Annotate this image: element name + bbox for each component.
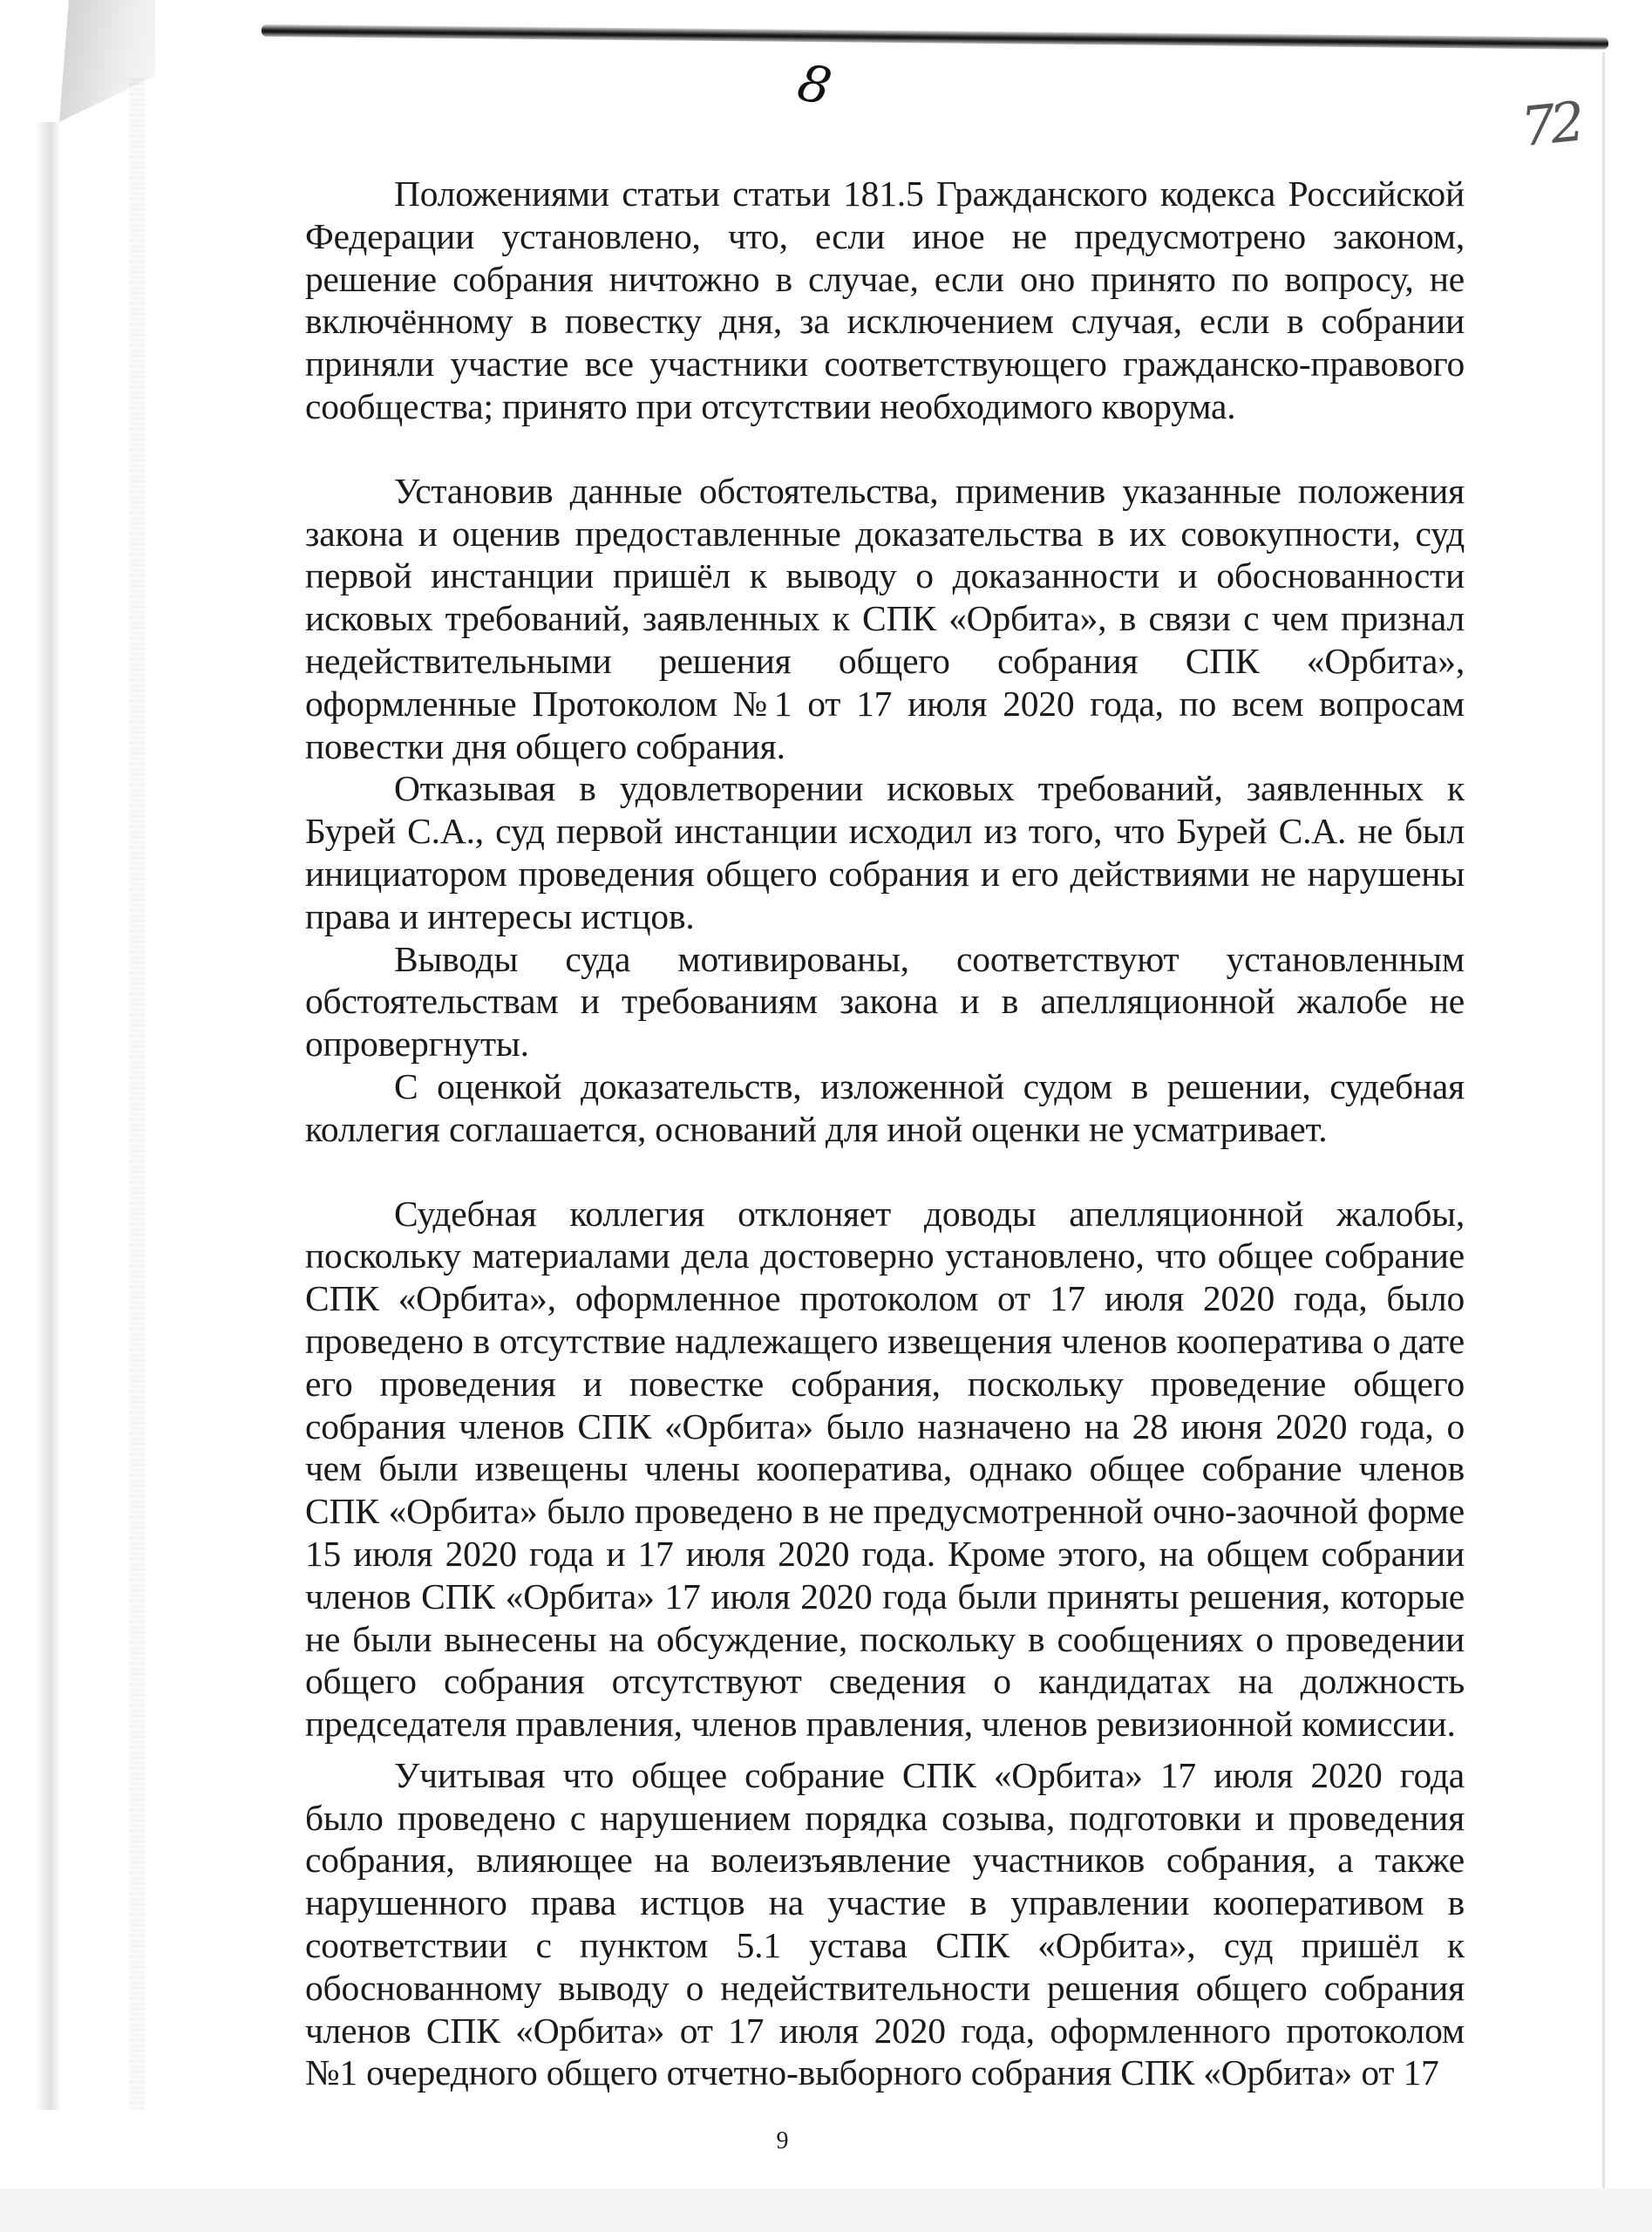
paragraph-article-181-5: Положениями статьи статьи 181.5 Гражданского кодекса Российской Федерации установлено, что, если иное не предусмотрено законом, решение собрания ничтожно в случае, если оно принято по вопросу, не включённому в повестку дня, за исключением случая, если в собрании приняли участие все участники соответствующего гражданско-правового сообщества; принято при отсутствии необходимого кворума. <box>305 174 1465 426</box>
scan-left-shadow <box>35 122 61 2110</box>
handwritten-page-mark: 8 <box>792 51 837 118</box>
paragraph-evidence-assessment: С оценкой доказательств, изложенной судом в решении, судебная коллегия соглашается, оснований для иной оценки не усматривает. <box>305 1065 1465 1149</box>
scan-top-edge <box>262 24 1608 50</box>
document-body <box>305 173 1465 2094</box>
page-number: 9 <box>776 2127 789 2154</box>
scan-left-grain <box>129 78 145 2110</box>
scan-right-edge <box>1602 52 1605 2232</box>
paragraph-appeal-rejection: Судебная коллегия отклоняет доводы апелляционной жалобы, поскольку материалами дела достоверно установлено, что общее собрание СПК «Орбита», оформленное протоколом от 17 июля 2020 года, было проведено в отсутствие надлежащего извещения членов кооператива о дате его проведения и повестке собрания, поскольку проведение общего собрания членов СПК «Орбита» было назначено на 28 июня 2020 года, о чем были извещены члены кооператива, однако общее собрание членов СПК «Орбита» было проведено в не предусмотренной очно-заочной форме 15 июля 2020 года и 17 июля 2020 года. Кроме этого, на общем собрании членов СПК «Орбита» 17 июля 2020 года были приняты решения, которые не были вынесены на обсуждение, поскольку в сообщениях о проведении общего собрания отсутствуют сведения о кандидатах на должность председателя правления, членов правления, членов ревизионной комиссии. <box>305 1193 1465 1745</box>
paragraph-claims-against-burey: Отказывая в удовлетворении исковых требований, заявленных к Бурей С.А., суд первой инстанции исходил из того, что Бурей С.А. не был инициатором проведения общего собрания и его действиями не нарушены права и интересы истцов. <box>305 768 1465 936</box>
paragraph-court-conclusions: Выводы суда мотивированы, соответствуют установленным обстоятельствам и требованиям закона и в апелляционной жалобе не опровергнуты. <box>305 938 1465 1065</box>
paragraph-first-instance-findings: Установив данные обстоятельства, применив указанные положения закона и оценив предоставленные доказательства в их совокупности, суд первой инстанции пришёл к выводу о доказанности и обоснованности исковых требований, заявленных к СПК «Орбита», в связи с чем признал недействительными решения общего собрания СПК «Орбита», оформленные Протоколом №1 от 17 июля 2020 года, по всем вопросам повестки дня общего собрания. <box>305 470 1465 766</box>
paragraph-meeting-invalidity: Учитывая что общее собрание СПК «Орбита» 17 июля 2020 года было проведено с нарушением порядка созыва, подготовки и проведения собрания, влияющее на волеизъявление участников собрания, а также нарушенного права истцов на участие в управлении кооперативом в соответствии с пунктом 5.1 устава СПК «Орбита», суд пришёл к обоснованному выводу о недействительности решения общего собрания членов СПК «Орбита» от 17 июля 2020 года, оформленного протоколом №1 очередного общего отчетно-выборного собрания СПК «Орбита» от 17 <box>305 1754 1465 2093</box>
scan-bottom-strip <box>0 2188 1652 2232</box>
handwritten-sheet-number: 72 <box>1518 89 1583 160</box>
